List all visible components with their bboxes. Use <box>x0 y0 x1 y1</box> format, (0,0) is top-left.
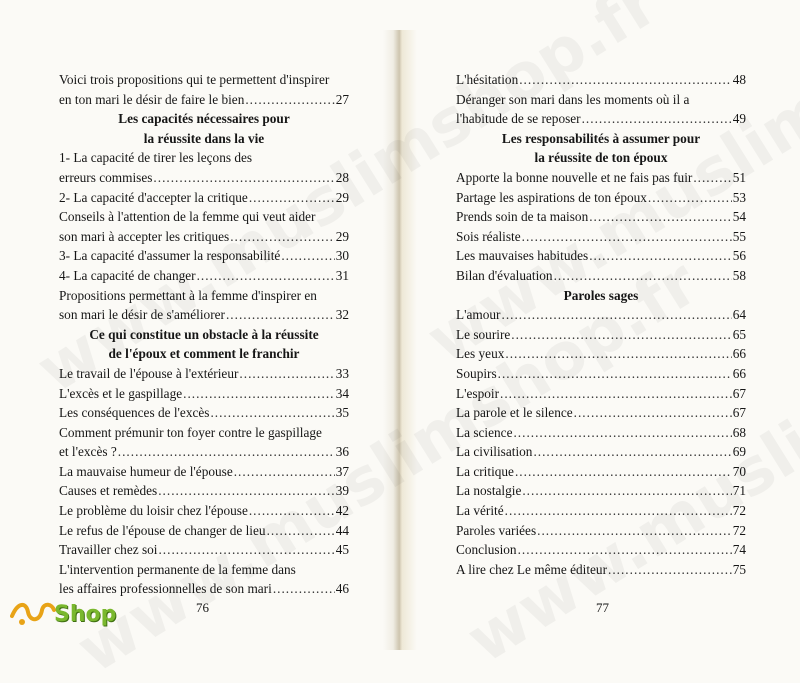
dot-leader <box>245 90 334 110</box>
toc-entry-title: L'amour <box>456 307 501 323</box>
toc-page-number: 56 <box>732 248 746 264</box>
toc-page-number: 58 <box>732 267 746 283</box>
section-heading: la réussite dans la vie <box>143 130 265 146</box>
toc-entry <box>456 384 746 404</box>
toc-page-number: 68 <box>732 424 746 440</box>
dot-leader <box>230 227 335 247</box>
toc-entry <box>59 540 349 560</box>
toc-entry-title: les affaires professionnelles de son mari <box>59 581 272 597</box>
toc-entry-title: Sois réaliste <box>456 228 521 244</box>
toc-entry <box>59 403 349 423</box>
section-heading: Les capacités nécessaires pour <box>118 111 290 127</box>
dot-leader <box>158 481 334 501</box>
dot-leader <box>249 501 335 521</box>
dot-leader <box>118 442 335 462</box>
toc-page-number: 29 <box>335 189 349 205</box>
toc-entry-title: Travailler chez soi <box>59 542 158 558</box>
toc-entry-title: La vérité <box>456 503 504 519</box>
toc-page-number: 70 <box>732 463 746 479</box>
toc-entry-title: 2- La capacité d'accepter la critique <box>59 189 248 205</box>
dot-leader <box>582 109 732 129</box>
toc-entry <box>59 423 349 462</box>
toc-page-number: 32 <box>335 307 349 323</box>
dot-leader <box>518 540 732 560</box>
toc-entry <box>456 462 746 482</box>
section-heading: de l'époux et comment le franchir <box>108 346 300 362</box>
toc-entry <box>59 364 349 384</box>
toc-page-number: 27 <box>335 91 349 107</box>
toc-page-number: 46 <box>335 581 349 597</box>
toc-page-number: 54 <box>732 209 746 225</box>
section-heading: Ce qui constitue un obstacle à la réussite <box>89 326 319 342</box>
dot-leader <box>183 384 335 404</box>
toc-entry-title: Prends soin de ta maison <box>456 209 589 225</box>
toc-page-number: 72 <box>732 503 746 519</box>
toc-entry-title: et l'excès ? <box>59 444 117 460</box>
toc-entry-title: L'espoir <box>456 385 500 401</box>
toc-entry <box>456 227 746 247</box>
toc-entry <box>456 246 746 266</box>
toc-page-number: 71 <box>732 483 746 499</box>
toc-entry-title: Les yeux <box>456 346 505 362</box>
toc-page-number: 53 <box>732 189 746 205</box>
dot-leader <box>234 462 335 482</box>
dot-leader <box>648 188 732 208</box>
toc-entry <box>59 384 349 404</box>
section-heading: la réussite de ton époux <box>534 150 668 166</box>
toc-entry <box>59 521 349 541</box>
toc-page-number: 42 <box>335 503 349 519</box>
toc-page-number: 75 <box>732 561 746 577</box>
toc-page-number: 51 <box>732 169 746 185</box>
dot-leader <box>574 403 732 423</box>
toc-page-number: 69 <box>732 444 746 460</box>
toc-entry-title-line: Conseils à l'attention de la femme qui veut aider <box>59 209 316 225</box>
toc-entry-title: La parole et le silence <box>456 405 573 421</box>
toc-entry <box>59 148 349 187</box>
toc-entry <box>456 70 746 90</box>
toc-page-number: 31 <box>335 267 349 283</box>
toc-entry-title-line: Propositions permettant à la femme d'inspirer en <box>59 287 317 303</box>
toc-entry-title: L'hésitation <box>456 72 519 87</box>
toc-entry <box>456 403 746 423</box>
toc-page-number: 34 <box>335 385 349 401</box>
right-page-toc <box>456 70 746 579</box>
dot-leader <box>210 403 334 423</box>
dot-leader <box>502 305 732 325</box>
toc-entry-title: La science <box>456 424 513 440</box>
dot-leader <box>158 540 334 560</box>
toc-entry <box>456 325 746 345</box>
dot-leader <box>513 423 731 443</box>
page-number-right: 77 <box>596 600 609 615</box>
toc-entry <box>456 501 746 521</box>
toc-entry-title: Causes et remèdes <box>59 483 158 499</box>
toc-entry-title: en ton mari le désir de faire le bien <box>59 91 245 107</box>
dot-leader <box>554 266 732 286</box>
dot-leader <box>239 364 334 384</box>
toc-entry <box>456 266 746 286</box>
dot-leader <box>693 168 731 188</box>
dot-leader <box>515 462 732 482</box>
dot-leader <box>537 521 732 541</box>
toc-page-number: 65 <box>732 326 746 342</box>
toc-entry <box>59 462 349 482</box>
dot-leader <box>519 70 731 90</box>
toc-entry <box>59 70 349 109</box>
toc-entry-title: La mauvaise humeur de l'épouse <box>59 463 233 479</box>
toc-entry-title: erreurs commises <box>59 169 153 185</box>
toc-entry-title: l'habitude de se reposer <box>456 111 581 127</box>
toc-entry <box>456 540 746 560</box>
toc-entry <box>456 521 746 541</box>
toc-entry-title: Le refus de l'épouse de changer de lieu <box>59 522 266 538</box>
dot-leader <box>273 579 335 599</box>
toc-entry <box>456 560 746 580</box>
toc-entry-title-line: Déranger son mari dans les moments où il a <box>456 91 690 107</box>
toc-entry <box>59 501 349 521</box>
shop-logo-text: Shop <box>54 602 117 627</box>
toc-entry-title: Bilan d'évaluation <box>456 267 553 283</box>
toc-entry <box>456 188 746 208</box>
toc-page-number: 72 <box>732 522 746 538</box>
toc-entry-title: La nostalgie <box>456 483 522 499</box>
dot-leader <box>267 521 335 541</box>
toc-page-number: 39 <box>335 483 349 499</box>
toc-entry <box>59 481 349 501</box>
section-heading: Paroles sages <box>563 287 639 303</box>
section-heading: Les responsabilités à assumer pour <box>501 130 701 146</box>
toc-entry-title: Conclusion <box>456 542 517 558</box>
toc-entry-title: A lire chez Le même éditeur <box>456 561 607 577</box>
toc-entry-title: Le travail de l'épouse à l'extérieur <box>59 365 239 381</box>
dot-leader <box>500 384 732 404</box>
toc-page-number: 30 <box>335 248 349 264</box>
toc-entry-title: Partage les aspirations de ton époux <box>456 189 647 205</box>
toc-entry-title: Les conséquences de l'excès <box>59 405 210 421</box>
toc-entry <box>456 481 746 501</box>
dot-leader <box>197 266 335 286</box>
dot-leader <box>589 246 732 266</box>
toc-entry-title-line: L'intervention permanente de la femme dans <box>59 561 296 577</box>
toc-entry-title: Apporte la bonne nouvelle et ne fais pas fuir <box>456 169 693 185</box>
toc-entry <box>59 188 349 208</box>
dot-leader <box>608 560 732 580</box>
toc-entry <box>59 246 349 266</box>
toc-entry <box>59 266 349 286</box>
toc-entry <box>456 90 746 129</box>
toc-entry <box>59 286 349 325</box>
toc-entry <box>456 364 746 384</box>
toc-page-number: 74 <box>732 542 746 558</box>
left-page-toc <box>59 70 349 599</box>
dot-leader <box>505 501 732 521</box>
book-gutter <box>383 30 417 650</box>
toc-entry <box>456 168 746 188</box>
toc-page-number: 44 <box>335 522 349 538</box>
toc-entry <box>456 207 746 227</box>
toc-entry-title: 3- La capacité d'assumer la responsabilité <box>59 248 281 264</box>
dot-leader <box>281 246 334 266</box>
toc-page-number: 64 <box>732 307 746 323</box>
toc-entry-title: son mari le désir de s'améliorer <box>59 307 225 323</box>
dot-leader <box>498 364 732 384</box>
toc-entry-title-line: Comment prémunir ton foyer contre le gaspillage <box>59 424 322 440</box>
dot-leader <box>249 188 335 208</box>
toc-entry-title: Le sourire <box>456 326 511 342</box>
dot-leader <box>533 442 731 462</box>
toc-entry <box>456 442 746 462</box>
toc-page-number: 36 <box>335 444 349 460</box>
toc-entry-title: Soupirs <box>456 365 497 381</box>
toc-entry-title: Paroles variées <box>456 522 537 538</box>
toc-page-number: 67 <box>732 405 746 421</box>
toc-entry-title: Les mauvaises habitudes <box>456 248 589 264</box>
toc-page-number: 66 <box>732 365 746 381</box>
toc-entry-title-line: 1- La capacité de tirer les leçons des <box>59 150 253 166</box>
toc-entry-title: L'excès et le gaspillage <box>59 385 183 401</box>
toc-page-number: 33 <box>335 365 349 381</box>
dot-leader <box>226 305 335 325</box>
toc-page-number: 37 <box>335 463 349 479</box>
toc-page-number: 49 <box>732 111 746 127</box>
toc-entry-title: son mari à accepter les critiques <box>59 228 230 244</box>
toc-page-number: 55 <box>732 228 746 244</box>
dot-leader <box>522 481 731 501</box>
toc-page-number: 35 <box>335 405 349 421</box>
shop-logo[interactable] <box>10 596 140 636</box>
toc-page-number: 45 <box>335 542 349 558</box>
toc-entry <box>59 207 349 246</box>
dot-leader <box>505 344 731 364</box>
toc-entry <box>59 560 349 599</box>
toc-entry <box>456 344 746 364</box>
dot-leader <box>153 168 334 188</box>
toc-entry-title: Le problème du loisir chez l'épouse <box>59 503 248 519</box>
swirl-icon <box>10 596 56 632</box>
toc-page-number: 66 <box>732 346 746 362</box>
toc-page-number: 48 <box>732 72 746 87</box>
dot-leader <box>522 227 732 247</box>
dot-leader <box>511 325 731 345</box>
toc-entry-title-line: Voici trois propositions qui te permettent d'inspirer <box>59 72 330 87</box>
toc-entry <box>456 423 746 443</box>
toc-entry-title: 4- La capacité de changer <box>59 267 196 283</box>
toc-page-number: 67 <box>732 385 746 401</box>
toc-page-number: 29 <box>335 228 349 244</box>
toc-entry <box>456 305 746 325</box>
toc-page-number: 28 <box>335 169 349 185</box>
toc-entry-title: La civilisation <box>456 444 533 460</box>
toc-entry-title: La critique <box>456 463 514 479</box>
page-number-left: 76 <box>196 600 209 615</box>
dot-leader <box>589 207 731 227</box>
